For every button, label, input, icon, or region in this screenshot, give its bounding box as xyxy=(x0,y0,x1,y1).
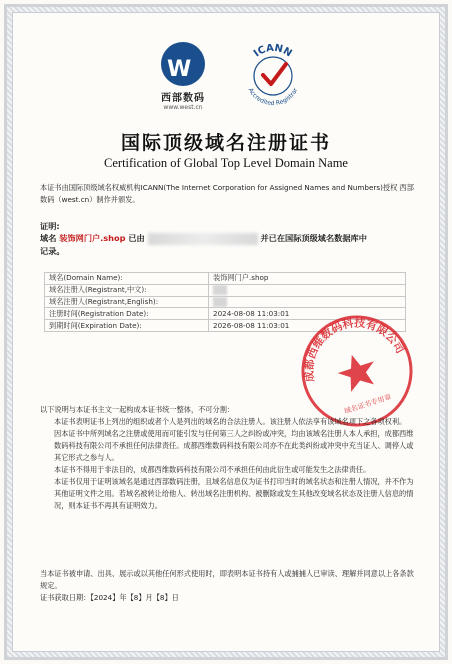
certificate-intro: 本证书由国际顶级域名权威机构ICANN(The Internet Corporation for Assigned Names and Numbers)授权 西部数码（west.cn）制作并颁发。 xyxy=(40,183,414,204)
info-label: 域名注册人(Registrant,中文): xyxy=(45,284,209,296)
icann-accredited-logo xyxy=(238,38,308,108)
issue-date-value: 【2024】年【8】月【8】日 xyxy=(90,593,179,602)
info-label: 注册时间(Registration Date): xyxy=(45,308,209,320)
icann-bottom-text: Accredited Registrar xyxy=(246,86,300,108)
info-label: 到期时间(Expiration Date): xyxy=(45,320,209,332)
certificate-footer xyxy=(40,568,416,604)
check-icon xyxy=(263,64,286,84)
proof-end: 记录。 xyxy=(40,245,65,256)
info-value: 2024-08-08 11:03:01 xyxy=(209,308,406,320)
info-row xyxy=(45,284,406,296)
info-label: 域名(Domain Name): xyxy=(45,273,209,285)
certificate-title-cn: 国际顶级域名注册证书 xyxy=(120,132,331,154)
info-row xyxy=(45,273,406,285)
west-logo-icon: W xyxy=(161,42,205,86)
proof-line xyxy=(40,232,414,245)
info-value xyxy=(209,296,406,308)
info-value xyxy=(209,284,406,296)
note-paragraph: 本证书仅用于证明该域名是通过西部数码注册，且域名信息仅为证书打印当时的域名状态和注册人情况，并不作为其他证明文件之用。若域名被转让给他人、转出域名注册机构、被删除或发生其他改变域名状态及注册人信息的情况，则本证书不再具有证明效力。 xyxy=(54,477,414,510)
redacted-value xyxy=(213,297,227,307)
note-paragraph: 以下说明与本证书主文一起构成本证书统一整体，不可分割： xyxy=(40,405,235,414)
star-icon xyxy=(334,349,381,394)
note-paragraph: 本证书不得用于非法目的，成都西维数码科技有限公司不承担任何由此衍生或可能发生之法律责任。 xyxy=(54,465,371,474)
info-value: 2026-08-08 11:03:01 xyxy=(209,320,406,332)
proof-prefix: 域名 xyxy=(40,233,57,243)
issue-date-line xyxy=(40,592,416,604)
proof-domain: 装饰网门户.shop xyxy=(59,233,126,243)
info-value: 装饰网门户.shop xyxy=(209,273,406,285)
redacted-value xyxy=(213,285,227,295)
certificate-title-en: Certification of Global Top Level Domain Name xyxy=(104,156,348,170)
issue-date-label: 证书获取日期： xyxy=(40,593,91,602)
seal-text: 成都西维数码科技有限公司 xyxy=(302,316,407,383)
logo-row xyxy=(0,38,452,118)
redacted-registrant xyxy=(148,233,258,245)
west-logo-name: 西部数码 xyxy=(161,93,205,104)
proof-statement xyxy=(40,220,414,257)
icann-top-text: ICANN xyxy=(251,42,294,60)
west-logo xyxy=(150,42,216,111)
proof-heading: 证明: xyxy=(40,221,60,231)
proof-mid: 已由 xyxy=(128,233,145,243)
west-logo-url: www.west.cn xyxy=(163,104,203,111)
proof-suffix: 并已在国际顶级域名数据库中 xyxy=(260,233,367,243)
seal-subtext: 域名证书专用章 xyxy=(343,392,393,416)
certificate-notes xyxy=(40,404,416,512)
note-paragraph: 因本证书中所列域名之注册或使用而可能引发与任何第三人之纠纷或冲突，均由该域名注册人本人承担，成都西维数码科技有限公司不承担任何法律责任。成都西维数码科技有限公司亦不在此类纠纷或冲突中充当证人、调停人或其它形式之参与人。 xyxy=(54,429,414,462)
footer-text: 当本证书被申请、出具、展示或以其他任何形式使用时，即表明本证书持有人或捕捕人已审读、理解并同意以上各条款规定。 xyxy=(40,569,414,590)
info-row xyxy=(45,296,406,308)
note-paragraph: 本证书表明证书上列出的组织或者个人是列出的域名的合法注册人。该注册人依法享有该域名项下之各项权利。 xyxy=(54,417,407,426)
info-label: 域名注册人(Registrant,English): xyxy=(45,296,209,308)
